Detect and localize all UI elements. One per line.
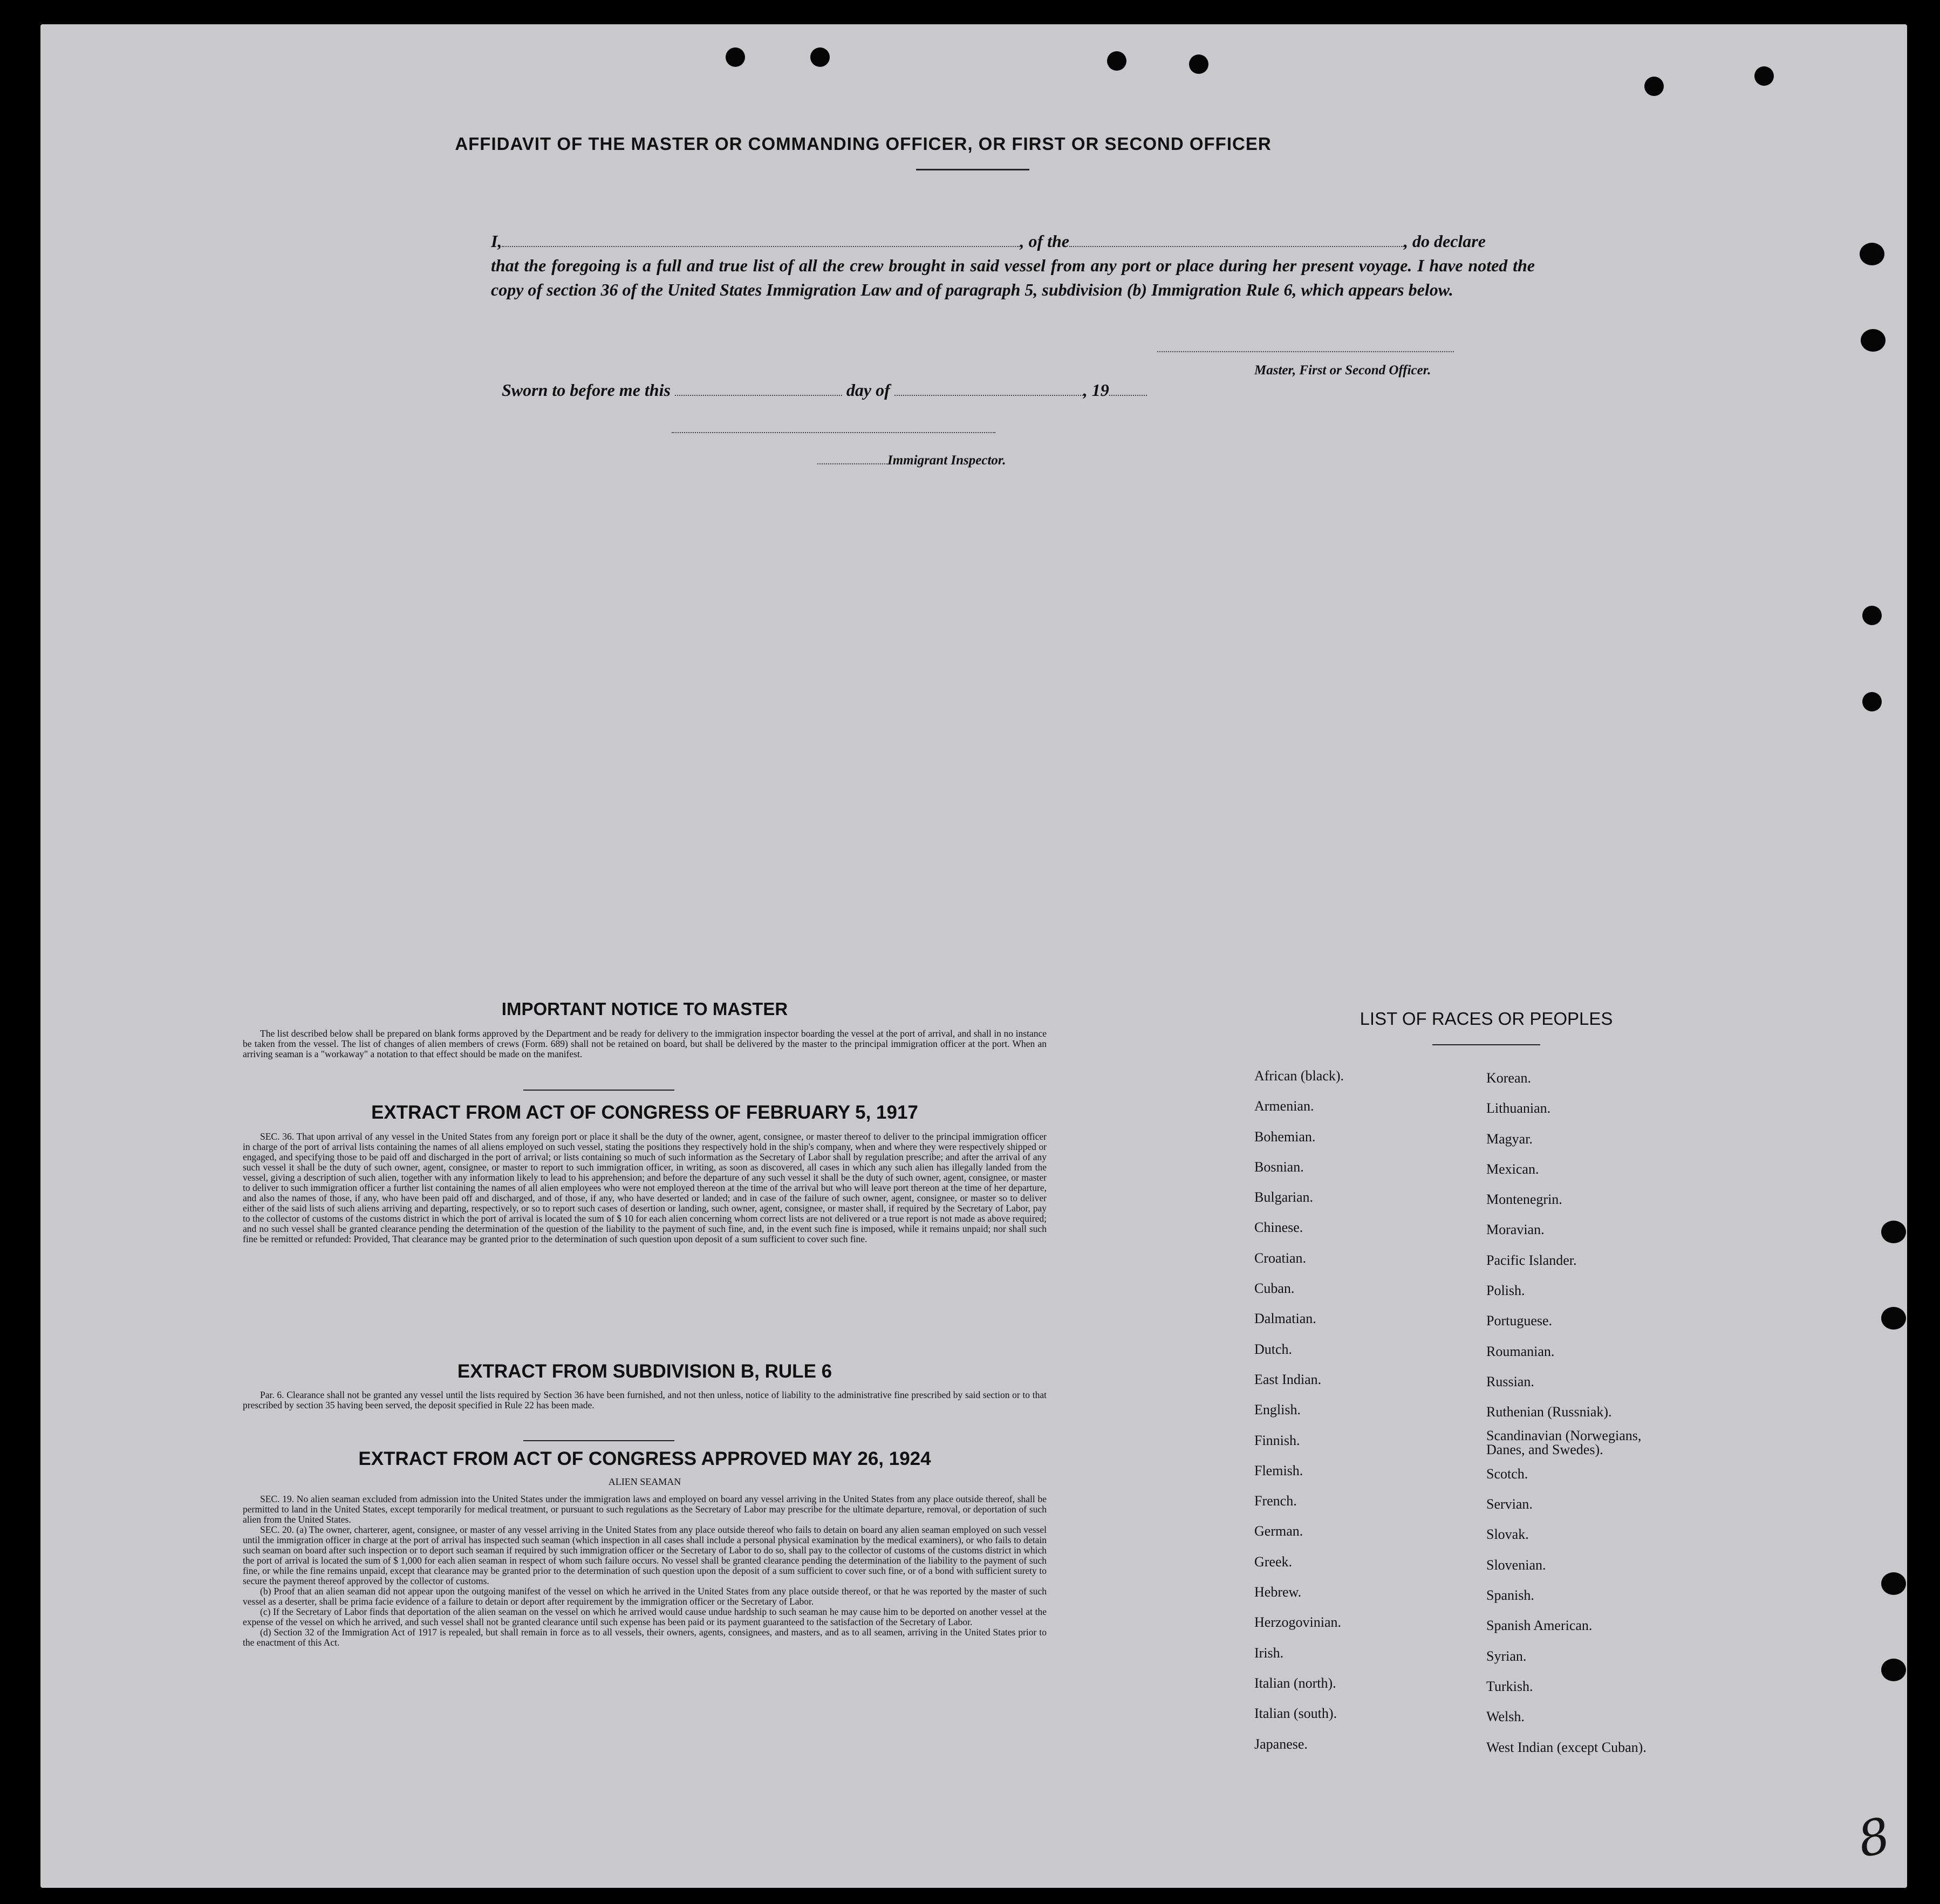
race-item-left: East Indian. [1254, 1371, 1322, 1387]
race-item-right: Syrian. [1486, 1648, 1527, 1664]
sworn-day-of: day of [846, 380, 890, 400]
punch-hole [1860, 243, 1884, 265]
race-item-right: Moravian. [1486, 1222, 1545, 1238]
punch-hole [810, 47, 830, 67]
punch-hole [1644, 77, 1664, 96]
sworn-prefix: Sworn to before me this [502, 380, 671, 400]
race-item-left: German. [1254, 1523, 1303, 1539]
race-item-left: Armenian. [1254, 1098, 1314, 1114]
race-item-right: Mexican. [1486, 1161, 1539, 1177]
race-item-left: Dutch. [1254, 1341, 1293, 1357]
race-item-left: Italian (north). [1254, 1675, 1336, 1691]
race-item-left: African (black). [1254, 1068, 1344, 1084]
punch-hole [1189, 54, 1208, 74]
sworn-year-field[interactable] [1109, 381, 1147, 396]
title-rule [916, 169, 1029, 170]
inspector-line [817, 453, 1006, 468]
document-page [40, 24, 1907, 1888]
inspector-name-field[interactable] [817, 454, 887, 464]
races-right-column [1486, 1063, 1681, 1763]
race-item-left: Irish. [1254, 1645, 1284, 1661]
race-item-right: Polish. [1486, 1283, 1525, 1299]
race-item-right: Magyar. [1486, 1131, 1533, 1147]
race-item-left: Herzogovinian. [1254, 1614, 1342, 1631]
race-item-left: Bohemian. [1254, 1128, 1316, 1145]
sworn-line [502, 380, 1147, 400]
handwritten-page-number: 8 [1853, 1807, 1895, 1869]
affidavit-title: AFFIDAVIT OF THE MASTER OR COMMANDING OFFICER, OR FIRST OR SECOND OFFICER [455, 134, 1272, 154]
race-item-right: Scandinavian (Norwegians, Danes, and Swedes). [1486, 1427, 1642, 1457]
punch-hole [1107, 51, 1126, 71]
sworn-year: , 19 [1083, 380, 1109, 400]
sworn-month-field[interactable] [894, 381, 1083, 396]
race-item-right: Lithuanian. [1486, 1100, 1551, 1117]
alien-seaman-subtitle: ALIEN SEAMAN [608, 1476, 681, 1487]
signature-label: Master, First or Second Officer. [1254, 363, 1431, 378]
extract-1924-body [243, 1494, 1047, 1648]
race-item-right: Portuguese. [1486, 1313, 1553, 1329]
race-item-left: Flemish. [1254, 1462, 1303, 1478]
race-item-left: Croatian. [1254, 1250, 1307, 1266]
inspector-label: Immigrant Inspector. [887, 453, 1006, 468]
notice-body [243, 1029, 1047, 1059]
section-rule [523, 1090, 674, 1091]
races-left-column [1254, 1061, 1344, 1759]
race-item-right: Welsh. [1486, 1709, 1525, 1725]
inspector-signature-field[interactable] [672, 418, 995, 433]
punch-hole [1881, 1572, 1906, 1595]
race-item-left: Bosnian. [1254, 1159, 1304, 1175]
sec-20b-text: (b) Proof that an alien seaman did not appear upon the outgoing manifest of the vessel on which he arrived in the United States from any place outside thereof, or that he was reported by the master of such vessel as a deserter, shall be prima facie evidence of a failure to detain or deport after requirement by the immigration officer or the Secretary of Labor. [243, 1586, 1047, 1607]
race-item-right: Russian. [1486, 1373, 1534, 1389]
race-item-left: Greek. [1254, 1553, 1293, 1570]
race-item-left: Finnish. [1254, 1432, 1300, 1448]
punch-hole [1862, 606, 1882, 625]
race-item-left: Chinese. [1254, 1220, 1303, 1236]
race-item-left: Japanese. [1254, 1736, 1308, 1752]
race-item-right: Servian. [1486, 1496, 1533, 1512]
race-item-right: Roumanian. [1486, 1343, 1555, 1359]
vessel-field[interactable] [1069, 232, 1404, 247]
sworn-day-field[interactable] [675, 381, 842, 396]
race-item-right: Turkish. [1486, 1678, 1533, 1694]
race-item-right: Ruthenian (Russniak). [1486, 1404, 1612, 1420]
race-item-right: West Indian (except Cuban). [1486, 1739, 1647, 1755]
declaration-body: that the foregoing is a full and true list of all the crew brought in said vessel from any port or place during her present voyage. I have noted the copy of section 36 of the United States Immigration Law and of paragraph 5, subdivision (b) Immigration Rule 6, which appears below. [491, 256, 1535, 299]
extract-1917-title: EXTRACT FROM ACT OF CONGRESS OF FEBRUARY 5, 1917 [371, 1102, 918, 1123]
races-rule [1432, 1044, 1540, 1045]
sec-20a-text: SEC. 20. (a) The owner, charterer, agent, consignee, or master of any vessel arriving in the United States from any place outside thereof who fails to detain on board any alien seaman employed on such vessel until the immigration officer in charge at the port of arrival has inspected such seaman (which inspection in all cases shall include a personal physical examination by the medical examiners), or who fails to detain such seaman on board after such inspection or to deport such seaman if required by such immigration officer or the Secretary of Labor to do so, shall pay to the collector of customs of the customs district in which the port of arrival is located the sum of $ 1,000 for each alien seaman in respect of whom such failure occurs. No vessel shall be granted clearance pending the determination of the liability to the payment of such fine, or while the fine remains unpaid, except that clearance may be granted prior to the determination of such question upon the deposit of a sum sufficient to cover such fine, or of a bond with sufficient surety to secure the payment thereof approved by the collector of customs. [243, 1524, 1047, 1586]
punch-hole [1881, 1221, 1906, 1243]
sec-20d-text: (d) Section 32 of the Immigration Act of 1917 is repealed, but shall remain in force as to all vessels, their owners, agents, consignees, and masters, and as to all seamen, arriving in the United States prior to the enactment of this Act. [243, 1627, 1047, 1648]
race-item-left: Italian (south). [1254, 1706, 1337, 1722]
name-field[interactable] [502, 232, 1020, 247]
punch-hole [1881, 1307, 1906, 1330]
race-item-left: English. [1254, 1402, 1301, 1418]
races-title: LIST OF RACES OR PEOPLES [1360, 1009, 1613, 1029]
declaration-text [491, 229, 1535, 302]
sec-19-text: SEC. 19. No alien seaman excluded from admission into the United States under the immigration laws and employed on board any vessel arriving in the United States from any place outside thereof, shall be permitted to land in the United States, except temporarily for medical treatment, or pursuant to such regulations as the Secretary of Labor may prescribe for the ultimate departure, removal, or deportation of such alien from the United States. [243, 1494, 1047, 1525]
notice-title: IMPORTANT NOTICE TO MASTER [501, 999, 788, 1019]
race-item-right: Pacific Islander. [1486, 1252, 1577, 1268]
race-item-left: French. [1254, 1493, 1297, 1509]
punch-hole [1754, 66, 1774, 86]
race-item-right: Slovenian. [1486, 1557, 1546, 1573]
punch-hole [1862, 692, 1882, 711]
race-item-left: Bulgarian. [1254, 1189, 1314, 1206]
par-6-text: Par. 6. Clearance shall not be granted any vessel until the lists required by Section 36 have been furnished, and not then unless, notice of liability to the administrative fine prescribed by said section or to that prescribed by section 35 having been served, the deposit specified in Rule 22 has been made. [243, 1389, 1047, 1410]
section-rule [523, 1440, 674, 1441]
notice-text: The list described below shall be prepared on blank forms approved by the Department and be ready for delivery to the immigration inspector boarding the vessel at the port of arrival, and shall in no instance be taken from the vessel. The list of changes of alien members of crews (Form. 689) shall not be retained on board, but shall be delivered by the master to the principal immigration officer at the port. When an arriving seaman is a "workaway" a notation to that effect should be made on the manifest. [243, 1028, 1047, 1059]
race-item-right: Slovak. [1486, 1526, 1529, 1543]
declaration-declare: , do declare [1404, 231, 1486, 251]
race-item-left: Hebrew. [1254, 1584, 1302, 1600]
extract-rule6-title: EXTRACT FROM SUBDIVISION B, RULE 6 [457, 1361, 832, 1382]
extract-1924-title: EXTRACT FROM ACT OF CONGRESS APPROVED MAY 26, 1924 [358, 1448, 931, 1469]
punch-hole [1881, 1659, 1906, 1681]
race-item-right: Korean. [1486, 1070, 1532, 1086]
race-item-right: Montenegrin. [1486, 1191, 1562, 1208]
declaration-of-the: , of the [1020, 231, 1069, 251]
extract-1917-body [243, 1132, 1047, 1244]
race-item-left: Dalmatian. [1254, 1311, 1316, 1327]
punch-hole [1861, 329, 1886, 352]
declaration-i: I, [491, 231, 502, 251]
race-item-left: Cuban. [1254, 1280, 1295, 1297]
extract-rule6-body [243, 1390, 1047, 1410]
race-item-right: Scotch. [1486, 1465, 1528, 1482]
race-item-right: Spanish American. [1486, 1618, 1593, 1634]
punch-hole [726, 47, 745, 67]
race-item-right: Spanish. [1486, 1587, 1534, 1604]
sec-20c-text: (c) If the Secretary of Labor finds that deportation of the alien seaman on the vessel on which he arrived would cause undue hardship to such seaman he may cause him to be deported on another vessel at the expense of the vessel on which he arrived, and such vessel shall not be granted clearance until such expense has been paid or its payment guaranteed to the satisfaction of the Secretary of Labor. [243, 1606, 1047, 1627]
sec-36-text: SEC. 36. That upon arrival of any vessel in the United States from any foreign port or place it shall be the duty of the owner, agent, consignee, or master thereof to deliver to the principal immigration officer in charge of the port of arrival lists containing the names of all aliens employed on such vessel, stating the positions they respectively hold in the ship's company, when and where they were respectively shipped or engaged, and specifying those to be paid off and discharged in the port of arrival; or lists containing so much of such information as the Secretary of Labor shall by regulation prescribe; and after the arrival of any such vessel it shall be the duty of such owner, agent, consignee, or master to report to such immigration officer, in writing, as soon as discovered, all cases in which any such alien has illegally landed from the vessel, giving a description of such alien, together with any information likely to lead to his apprehension; and before the departure of any such vessel it shall be the duty of such owner, agent, consignee, or master to deliver to such immigration officer a further list containing the names of all alien employees who were not employed thereon at the time of the arrival but who will leave port thereon at the time of her departure, and also the names of those, if any, who have been paid off and discharged, and of those, if any, who have deserted or landed; and in case of the failure of such owner, agent, consignee, or master so to deliver either of the said lists of such aliens arriving and departing, respectively, or so to report such cases of desertion or landing, such owner, agent, consignee, or master shall, if required by the Secretary of Labor, pay to the collector of customs of the customs district in which the port of arrival is located the sum of $ 10 for each alien concerning whom correct lists are not delivered or a true report is not made as above required; and no such vessel shall be granted clearance pending the determination of the question of the liability to the payment of such fine, and, in the event such fine is imposed, while it remains unpaid; nor shall such fine be remitted or refunded: Provided, That clearance may be granted prior to the determination of such question upon deposit of a sum sufficient to cover such fine. [243, 1131, 1047, 1244]
signature-field[interactable] [1157, 337, 1454, 352]
